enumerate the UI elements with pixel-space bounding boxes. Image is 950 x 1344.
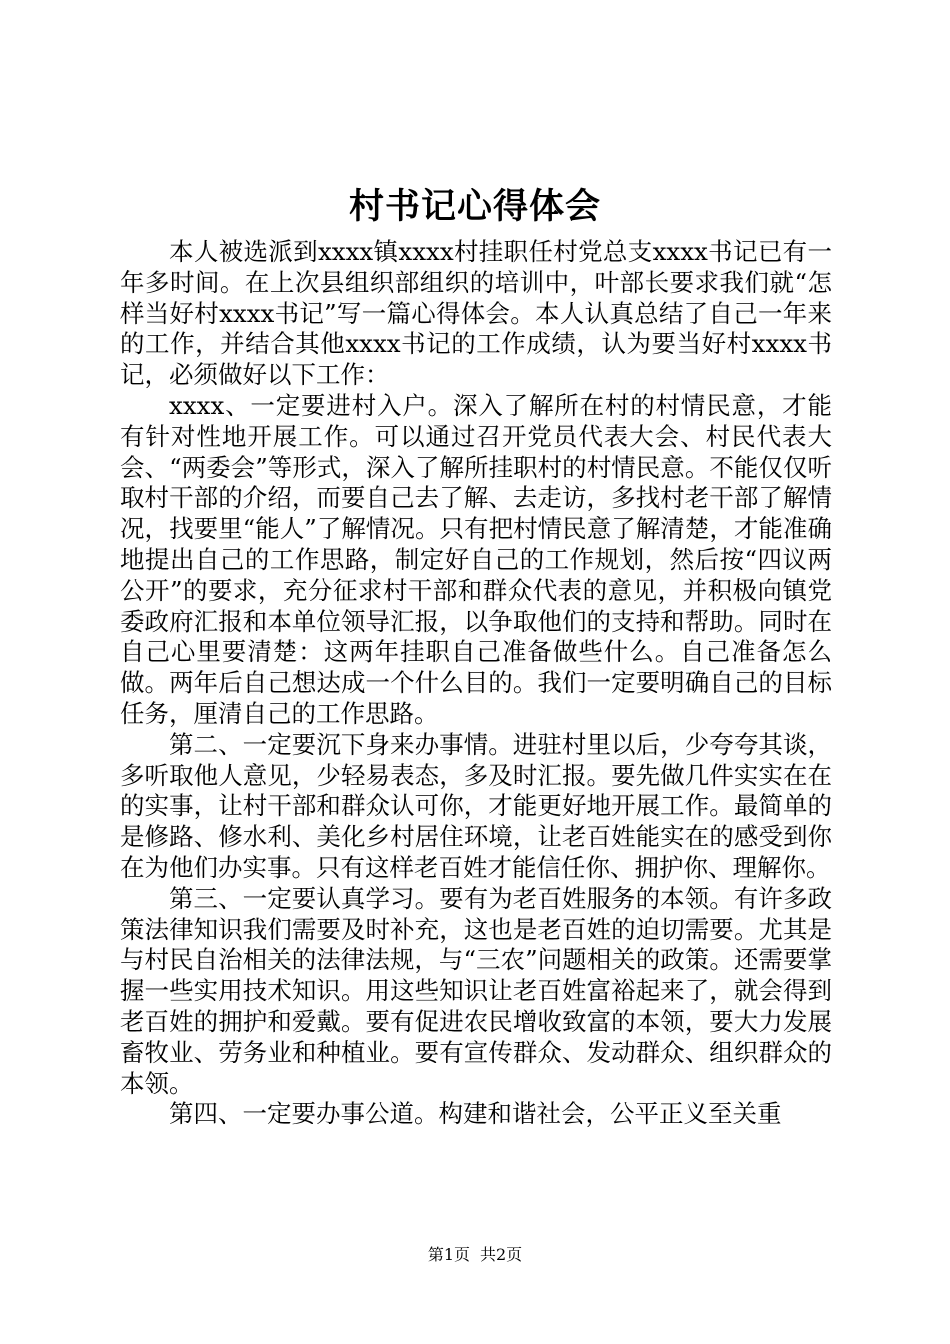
page-total: 共2页 <box>480 1245 523 1264</box>
paragraph: xxxx、一定要进村入户。深入了解所在村的村情民意，才能有针对性地开展工作。可以通过召开党员代表大会、村民代表大会、“两委会”等形式，深入了解所挂职村的村情民意。不能仅仅听取村干部的介绍，而要自己去了解、去走访，多找村老干部了解情况，找要里“能人”了解情况。只有把村情民意了解清楚，才能准确地提出自己的工作思路，制定好自己的工作规划，然后按“四议两公开”的要求，充分征求村干部和群众代表的意见，并积极向镇党委政府汇报和本单位领导汇报，以争取他们的支持和帮助。同时在自己心里要清楚：这两年挂职自己准备做些什么。自己准备怎么做。两年后自己想达成一个什么目的。我们一定要明确自己的目标任务，厘清自己的工作思路。 <box>120 390 832 728</box>
paragraph: 第二、一定要沉下身来办事情。进驻村里以后，少夸夸其谈，多听取他人意见，少轻易表态，多及时汇报。要先做几件实实在在的实事，让村干部和群众认可你，才能更好地开展工作。最简单的是修路、修水利、美化乡村居住环境，让老百姓能实在的感受到你在为他们办实事。只有这样老百姓才能信任你、拥护你、理解你。 <box>120 729 832 882</box>
paragraph: 本人被选派到xxxx镇xxxx村挂职任村党总支xxxx书记已有一年多时间。在上次县组织部组织的培训中，叶部长要求我们就“怎样当好村xxxx书记”写一篇心得体会。本人认真总结了自己一年来的工作，并结合其他xxxx书记的工作成绩，认为要当好村xxxx书记，必须做好以下工作： <box>120 237 832 390</box>
paragraph: 第四、一定要办事公道。构建和谐社会，公平正义至关重 <box>169 1099 782 1129</box>
page-number: 第1页 <box>427 1245 470 1264</box>
document-title: 村书记心得体会 <box>348 186 601 227</box>
page-footer <box>0 1244 950 1266</box>
document-body <box>120 237 832 1130</box>
paragraph: 第三、一定要认真学习。要有为老百姓服务的本领。有许多政策法律知识我们需要及时补充，这也是老百姓的迫切需要。尤其是与村民自治相关的法律法规，与“三农”问题相关的政策。还需要掌握一些实用技术知识。用这些知识让老百姓富裕起来了，就会得到老百姓的拥护和爱戴。要有促进农民增收致富的本领，要大力发展畜牧业、劳务业和种植业。要有宣传群众、发动群众、组织群众的本领。 <box>120 883 832 1098</box>
